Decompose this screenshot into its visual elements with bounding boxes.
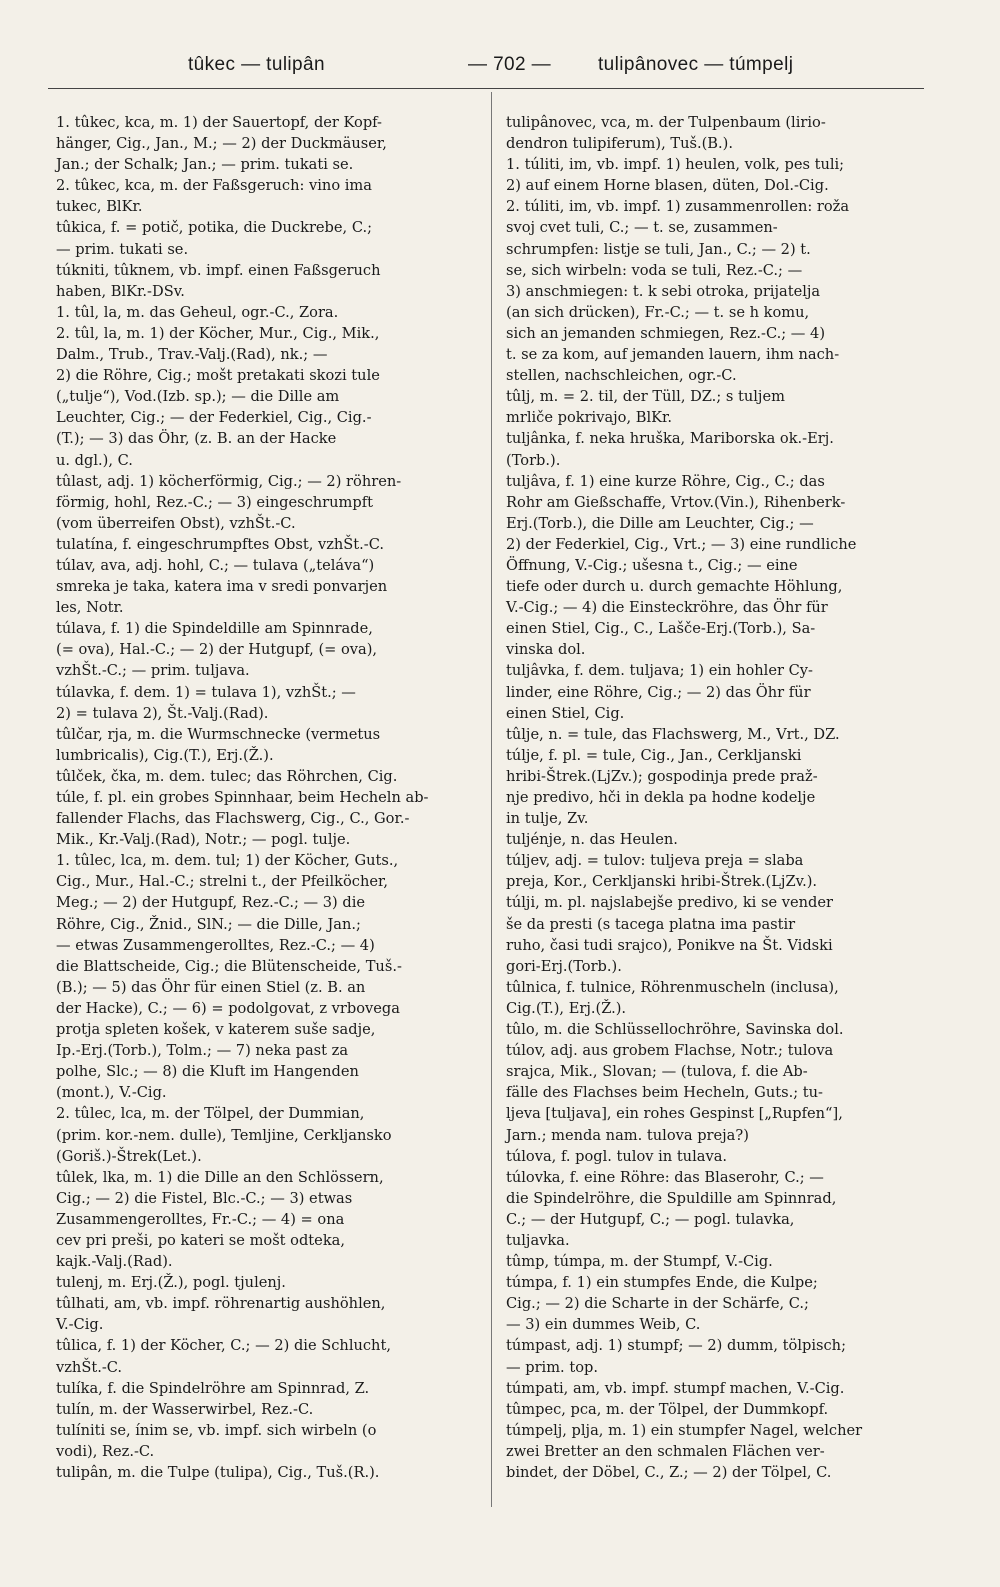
dictionary-entry — [56, 260, 476, 302]
entry-line: einen Stiel, Cig., C., Lašče-Erj.(Torb.), Sa- — [506, 620, 816, 638]
entry-line: Jarn.; menda nam. tulova preja?) — [506, 1126, 749, 1144]
entry-line: tûlo, m. die Schlüssellochröhre, Savinska dol. — [506, 1021, 844, 1039]
entry-line: 1. tûkec, kca, m. 1) der Sauertopf, der Kopf- — [56, 114, 382, 131]
dictionary-entry — [506, 724, 924, 745]
dictionary-entry — [56, 1420, 476, 1462]
entry-line: tûlje, n. = tule, das Flachswerg, M., Vrt., DZ. — [506, 725, 840, 743]
entry-line: Erj.(Torb.), die Dille am Leuchter, Cig.; — — [506, 514, 814, 532]
entry-line: še da presti (s tacega platna ima pastir — [506, 915, 796, 933]
entry-line: einen Stiel, Cig. — [506, 704, 625, 722]
entry-line: túlava, f. 1) die Spindeldille am Spinnrade, — [56, 620, 373, 638]
entry-line: 2) der Federkiel, Cig., Vrt.; — 3) eine rundliche — [506, 535, 857, 553]
entry-line: tukec, BlKr. — [56, 198, 143, 216]
entry-line: — etwas Zusammengerolltes, Rez.-C.; — 4) — [56, 936, 375, 954]
dictionary-entry — [56, 471, 476, 534]
dictionary-entry — [506, 892, 924, 976]
entry-line: tûlhati, am, vb. impf. röhrenartig aushöhlen, — [56, 1295, 386, 1313]
entry-line: Ip.-Erj.(Torb.), Tolm.; — 7) neka past za — [56, 1042, 349, 1060]
dictionary-entry — [56, 217, 476, 259]
entry-line: 2) auf einem Horne blasen, düten, Dol.-Cig. — [506, 177, 829, 195]
entry-line: schrumpfen: listje se tuli, Jan., C.; — 2) t. — [506, 240, 811, 258]
dictionary-entry — [506, 1335, 924, 1377]
column-divider — [491, 92, 492, 1507]
entry-line: tulenj, m. Erj.(Ž.), pogl. tjulenj. — [56, 1274, 286, 1292]
dictionary-entry — [56, 850, 476, 1103]
entry-line: tûmpec, pca, m. der Tölpel, der Dummkopf. — [506, 1400, 829, 1418]
entry-line: túkniti, tûknem, vb. impf. einen Faßsgeruch — [56, 261, 381, 279]
entry-line: ruho, časi tudi srajco), Ponikve na Št. Vidski — [506, 936, 833, 954]
entry-line: stellen, nachschleichen, ogr.-C. — [506, 367, 737, 385]
dictionary-entry — [56, 1272, 476, 1293]
dictionary-entry — [56, 766, 476, 787]
entry-line: bindet, der Döbel, C., Z.; — 2) der Tölpel, C. — [506, 1464, 832, 1481]
entry-line: förmig, hohl, Rez.-C.; — 3) eingeschrumpft — [56, 493, 373, 511]
entry-line: („tulje“), Vod.(Izb. sp.); — die Dille am — [56, 388, 340, 406]
entry-line: Rohr am Gießschaffe, Vrtov.(Vin.), Rihenberk- — [506, 493, 846, 511]
entry-line: zwei Bretter an den schmalen Flächen ver- — [506, 1442, 825, 1460]
page-number: — 702 — — [468, 54, 552, 75]
entry-line: u. dgl.), C. — [56, 451, 133, 469]
entry-line: 2) die Röhre, Cig.; mošt pretakati skozi tule — [56, 367, 380, 385]
dictionary-entry — [506, 977, 924, 1019]
entry-line: túlavka, f. dem. 1) = tulava 1), vzhŠt.; — — [56, 683, 356, 701]
entry-line: (vom überreifen Obst), vzhŠt.-C. — [56, 514, 296, 532]
dictionary-entry — [56, 1293, 476, 1335]
left-column — [56, 112, 476, 1483]
dictionary-entry — [506, 154, 924, 196]
entry-line: vzhŠt.-C. — [56, 1358, 123, 1376]
entry-line: se, sich wirbeln: voda se tuli, Rez.-C.; — — [506, 261, 803, 279]
entry-line: Dalm., Trub., Trav.-Valj.(Rad), nk.; — — [56, 346, 328, 364]
dictionary-entry — [506, 1019, 924, 1040]
entry-line: Cig., Mur., Hal.-C.; strelni t., der Pfeilköcher, — [56, 873, 388, 891]
dictionary-entry — [56, 175, 476, 217]
header-left-guidewords: tûkec — tulipân — [188, 54, 325, 75]
dictionary-entry — [56, 1462, 476, 1483]
entry-line: (Torb.). — [506, 451, 561, 469]
entry-line: 2. túliti, im, vb. impf. 1) zusammenrollen: roža — [506, 198, 850, 216]
entry-line: lumbricalis), Cig.(T.), Erj.(Ž.). — [56, 746, 274, 764]
entry-line: tulín, m. der Wasserwirbel, Rez.-C. — [56, 1400, 314, 1418]
entry-line: tulatína, f. eingeschrumpftes Obst, vzhŠt.-C. — [56, 535, 385, 553]
entry-line: V.-Cig. — [56, 1316, 104, 1334]
entry-line: túlov, adj. aus grobem Flachse, Notr.; tulova — [506, 1042, 834, 1060]
entry-line: — 3) ein dummes Weib, C. — [506, 1316, 701, 1334]
entry-line: Cig.; — 2) die Scharte in der Schärfe, C.; — [506, 1295, 809, 1313]
entry-line: hribi-Štrek.(LjZv.); gospodinja prede praž- — [506, 767, 818, 785]
right-column — [506, 112, 924, 1483]
dictionary-entry — [56, 323, 476, 471]
entry-line: vzhŠt.-C.; — prim. tuljava. — [56, 662, 250, 680]
entry-line: tûlček, čka, m. dem. tulec; das Röhrchen, Cig. — [56, 767, 398, 785]
dictionary-entry — [506, 1272, 924, 1335]
entry-line: 2. tûlec, lca, m. der Tölpel, der Dummian, — [56, 1105, 365, 1123]
dictionary-entry — [506, 112, 924, 154]
entry-line: dendron tulipiferum), Tuš.(B.). — [506, 135, 734, 153]
dictionary-entry — [56, 1103, 476, 1166]
entry-line: tuljénje, n. das Heulen. — [506, 831, 678, 849]
entry-line: smreka je taka, katera ima v sredi ponvarjen — [56, 578, 388, 596]
entry-line: Jan.; der Schalk; Jan.; — prim. tukati se. — [56, 156, 354, 174]
entry-line: les, Notr. — [56, 599, 124, 617]
entry-line: polhe, Slc.; — 8) die Kluft im Hangenden — [56, 1063, 359, 1081]
entry-line: tuljânka, f. neka hruška, Mariborska ok.-Erj. — [506, 430, 834, 448]
running-header — [48, 44, 924, 84]
entry-line: túlav, ava, adj. hohl, C.; — tulava („teláva“) — [56, 556, 375, 574]
dictionary-entry — [56, 302, 476, 323]
entry-line: tuljavka. — [506, 1231, 570, 1249]
header-right-guidewords: tulipânovec — túmpelj — [598, 54, 794, 75]
entry-line: in tulje, Zv. — [506, 810, 589, 828]
entry-line: túlova, f. pogl. tulov in tulava. — [506, 1147, 728, 1165]
entry-line: túmpati, am, vb. impf. stumpf machen, V.-Cig. — [506, 1379, 845, 1397]
entry-line: sich an jemanden schmiegen, Rez.-C.; — 4) — [506, 324, 826, 342]
dictionary-entry — [56, 724, 476, 766]
dictionary-entry — [56, 1335, 476, 1377]
entry-line: tûlica, f. 1) der Köcher, C.; — 2) die Schlucht, — [56, 1337, 391, 1355]
entry-line: — prim. tukati se. — [56, 240, 189, 258]
dictionary-entry — [506, 1146, 924, 1167]
entry-line: V.-Cig.; — 4) die Einsteckröhre, das Öhr für — [506, 599, 828, 617]
dictionary-entry — [506, 829, 924, 850]
entry-line: tûmp, túmpa, m. der Stumpf, V.-Cig. — [506, 1253, 773, 1271]
entry-line: fallender Flachs, das Flachswerg, Cig., C., Gor.- — [56, 810, 410, 828]
dictionary-entry — [506, 850, 924, 892]
entry-line: — prim. top. — [506, 1358, 598, 1376]
entry-line: tulíka, f. die Spindelröhre am Spinnrad, Z. — [56, 1379, 370, 1397]
dictionary-entry — [56, 112, 476, 175]
entry-line: (an sich drücken), Fr.-C.; — t. se h komu, — [506, 303, 810, 321]
entry-line: tûlčar, rja, m. die Wurmschnecke (vermetus — [56, 725, 381, 743]
entry-line: ljeva [tuljava], ein rohes Gespinst [„Rupfen“], — [506, 1105, 843, 1123]
entry-line: (prim. kor.-nem. dulle), Temljine, Cerkljansko — [56, 1126, 392, 1144]
entry-line: 1. tûl, la, m. das Geheul, ogr.-C., Zora. — [56, 303, 339, 321]
dictionary-entry — [506, 1167, 924, 1251]
entry-line: vinska dol. — [506, 641, 586, 659]
entry-line: 3) anschmiegen: t. k sebi otroka, prijatelja — [506, 282, 821, 300]
entry-line: Röhre, Cig., Žnid., SlN.; — die Dille, Jan.; — [56, 915, 361, 933]
entry-line: gori-Erj.(Torb.). — [506, 957, 622, 975]
entry-line: túljev, adj. = tulov: tuljeva preja = slaba — [506, 852, 804, 870]
dictionary-entry — [506, 1040, 924, 1145]
entry-line: Cig.; — 2) die Fistel, Blc.-C.; — 3) etwas — [56, 1189, 353, 1207]
dictionary-entry — [56, 682, 476, 724]
entry-line: hänger, Cig., Jan., M.; — 2) der Duckmäuser, — [56, 135, 387, 153]
dictionary-entry — [506, 1378, 924, 1399]
entry-line: 1. túliti, im, vb. impf. 1) heulen, volk, pes tuli; — [506, 156, 845, 174]
entry-line: tulíniti se, ínim se, vb. impf. sich wirbeln (o — [56, 1421, 377, 1439]
entry-line: tiefe oder durch u. durch gemachte Höhlung, — [506, 578, 843, 596]
entry-line: (B.); — 5) das Öhr für einen Stiel (z. B. an — [56, 978, 366, 996]
entry-line: tûlast, adj. 1) köcherförmig, Cig.; — 2) röhren- — [56, 472, 402, 490]
entry-line: Meg.; — 2) der Hutgupf, Rez.-C.; — 3) die — [56, 894, 366, 912]
entry-line: die Blattscheide, Cig.; die Blütenscheide, Tuš.- — [56, 957, 402, 975]
entry-line: linder, eine Röhre, Cig.; — 2) das Öhr für — [506, 683, 811, 701]
entry-line: 2) = tulava 2), Št.-Valj.(Rad). — [56, 704, 269, 722]
entry-line: mrliče pokrivajo, BlKr. — [506, 409, 673, 427]
entry-line: Mik., Kr.-Valj.(Rad), Notr.; — pogl. tulje. — [56, 831, 351, 849]
entry-line: nje predivo, hči in dekla pa hodne kodelje — [506, 789, 816, 806]
entry-line: túmpast, adj. 1) stumpf; — 2) dumm, tölpisch; — [506, 1337, 846, 1355]
entry-line: túmpa, f. 1) ein stumpfes Ende, die Kulpe; — [506, 1274, 818, 1292]
entry-line: preja, Kor., Cerkljanski hribi-Štrek.(LjZv.). — [506, 873, 818, 891]
entry-line: C.; — der Hutgupf, C.; — pogl. tulavka, — [506, 1210, 795, 1228]
dictionary-entry — [506, 428, 924, 470]
entry-line: die Spindelröhre, die Spuldille am Spinnrad, — [506, 1189, 837, 1207]
dictionary-entry — [56, 555, 476, 618]
entry-line: kajk.-Valj.(Rad). — [56, 1253, 173, 1271]
entry-line: (mont.), V.-Cig. — [56, 1084, 167, 1102]
entry-line: 2. tûkec, kca, m. der Faßsgeruch: vino ima — [56, 177, 372, 195]
entry-line: Leuchter, Cig.; — der Federkiel, Cig., Cig.- — [56, 409, 372, 427]
entry-line: 1. tûlec, lca, m. dem. tul; 1) der Köcher, Guts., — [56, 852, 399, 870]
entry-line: tulipânovec, vca, m. der Tulpenbaum (lirio- — [506, 114, 826, 131]
dictionary-entry — [506, 745, 924, 829]
entry-line: tûlnica, f. tulnice, Röhrenmuscheln (inclusa), — [506, 978, 839, 996]
entry-line: vodi), Rez.-C. — [56, 1442, 155, 1460]
entry-line: Öffnung, V.-Cig.; ušesna t., Cig.; — eine — [506, 556, 798, 574]
dictionary-entry — [506, 471, 924, 661]
entry-line: tuljâvka, f. dem. tuljava; 1) ein hohler Cy- — [506, 662, 813, 680]
entry-line: túle, f. pl. ein grobes Spinnhaar, beim Hecheln ab- — [56, 789, 429, 806]
entry-line: Zusammengerolltes, Fr.-C.; — 4) = ona — [56, 1210, 345, 1228]
entry-line: tuljâva, f. 1) eine kurze Röhre, Cig., C.; das — [506, 472, 825, 490]
entry-line: túlovka, f. eine Röhre: das Blaserohr, C.; — — [506, 1168, 824, 1186]
dictionary-entry — [56, 534, 476, 555]
entry-line: fälle des Flachses beim Hecheln, Guts.; tu- — [506, 1084, 823, 1102]
entry-line: 2. tûl, la, m. 1) der Köcher, Mur., Cig., Mik., — [56, 324, 380, 342]
entry-line: túlji, m. pl. najslabejše predivo, ki se vender — [506, 894, 833, 912]
dictionary-entry — [56, 787, 476, 850]
dictionary-entry — [506, 1251, 924, 1272]
dictionary-entry — [506, 660, 924, 723]
entry-line: tulipân, m. die Tulpe (tulipa), Cig., Tuš.(R.). — [56, 1464, 380, 1481]
entry-line: svoj cvet tuli, C.; — t. se, zusammen- — [506, 219, 778, 237]
dictionary-entry — [56, 618, 476, 681]
entry-line: der Hacke), C.; — 6) = podolgovat, z vrbovega — [56, 999, 400, 1017]
dictionary-entry — [506, 1399, 924, 1420]
entry-line: Cig.(T.), Erj.(Ž.). — [506, 999, 627, 1017]
entry-line: tûlj, m. = 2. til, der Tüll, DZ.; s tuljem — [506, 388, 785, 406]
entry-line: tûlek, lka, m. 1) die Dille an den Schlössern, — [56, 1168, 384, 1186]
entry-line: tûkica, f. = potič, potika, die Duckrebe, C.; — [56, 219, 373, 237]
dictionary-entry — [56, 1167, 476, 1272]
entry-line: srajca, Mik., Slovan; — (tulova, f. die Ab- — [506, 1063, 808, 1081]
entry-line: t. se za kom, auf jemanden lauern, ihm nach- — [506, 346, 840, 364]
header-rule — [48, 88, 924, 89]
entry-line: haben, BlKr.-DSv. — [56, 282, 185, 300]
entry-line: (Goriš.)-Štrek(Let.). — [56, 1147, 202, 1165]
dictionary-entry — [56, 1378, 476, 1399]
entry-line: cev pri preši, po kateri se mošt odteka, — [56, 1231, 345, 1249]
dictionary-entry — [506, 386, 924, 428]
dictionary-entry — [506, 1420, 924, 1483]
dictionary-entry — [506, 196, 924, 386]
dictionary-entry — [56, 1399, 476, 1420]
entry-line: (T.); — 3) das Öhr, (z. B. an der Hacke — [56, 430, 337, 448]
entry-line: (= ova), Hal.-C.; — 2) der Hutgupf, (= ova), — [56, 641, 378, 659]
entry-line: túmpelj, plja, m. 1) ein stumpfer Nagel, welcher — [506, 1421, 863, 1439]
entry-line: protja spleten košek, v katerem suše sadje, — [56, 1021, 376, 1039]
entry-line: túlje, f. pl. = tule, Cig., Jan., Cerkljanski — [506, 746, 802, 764]
